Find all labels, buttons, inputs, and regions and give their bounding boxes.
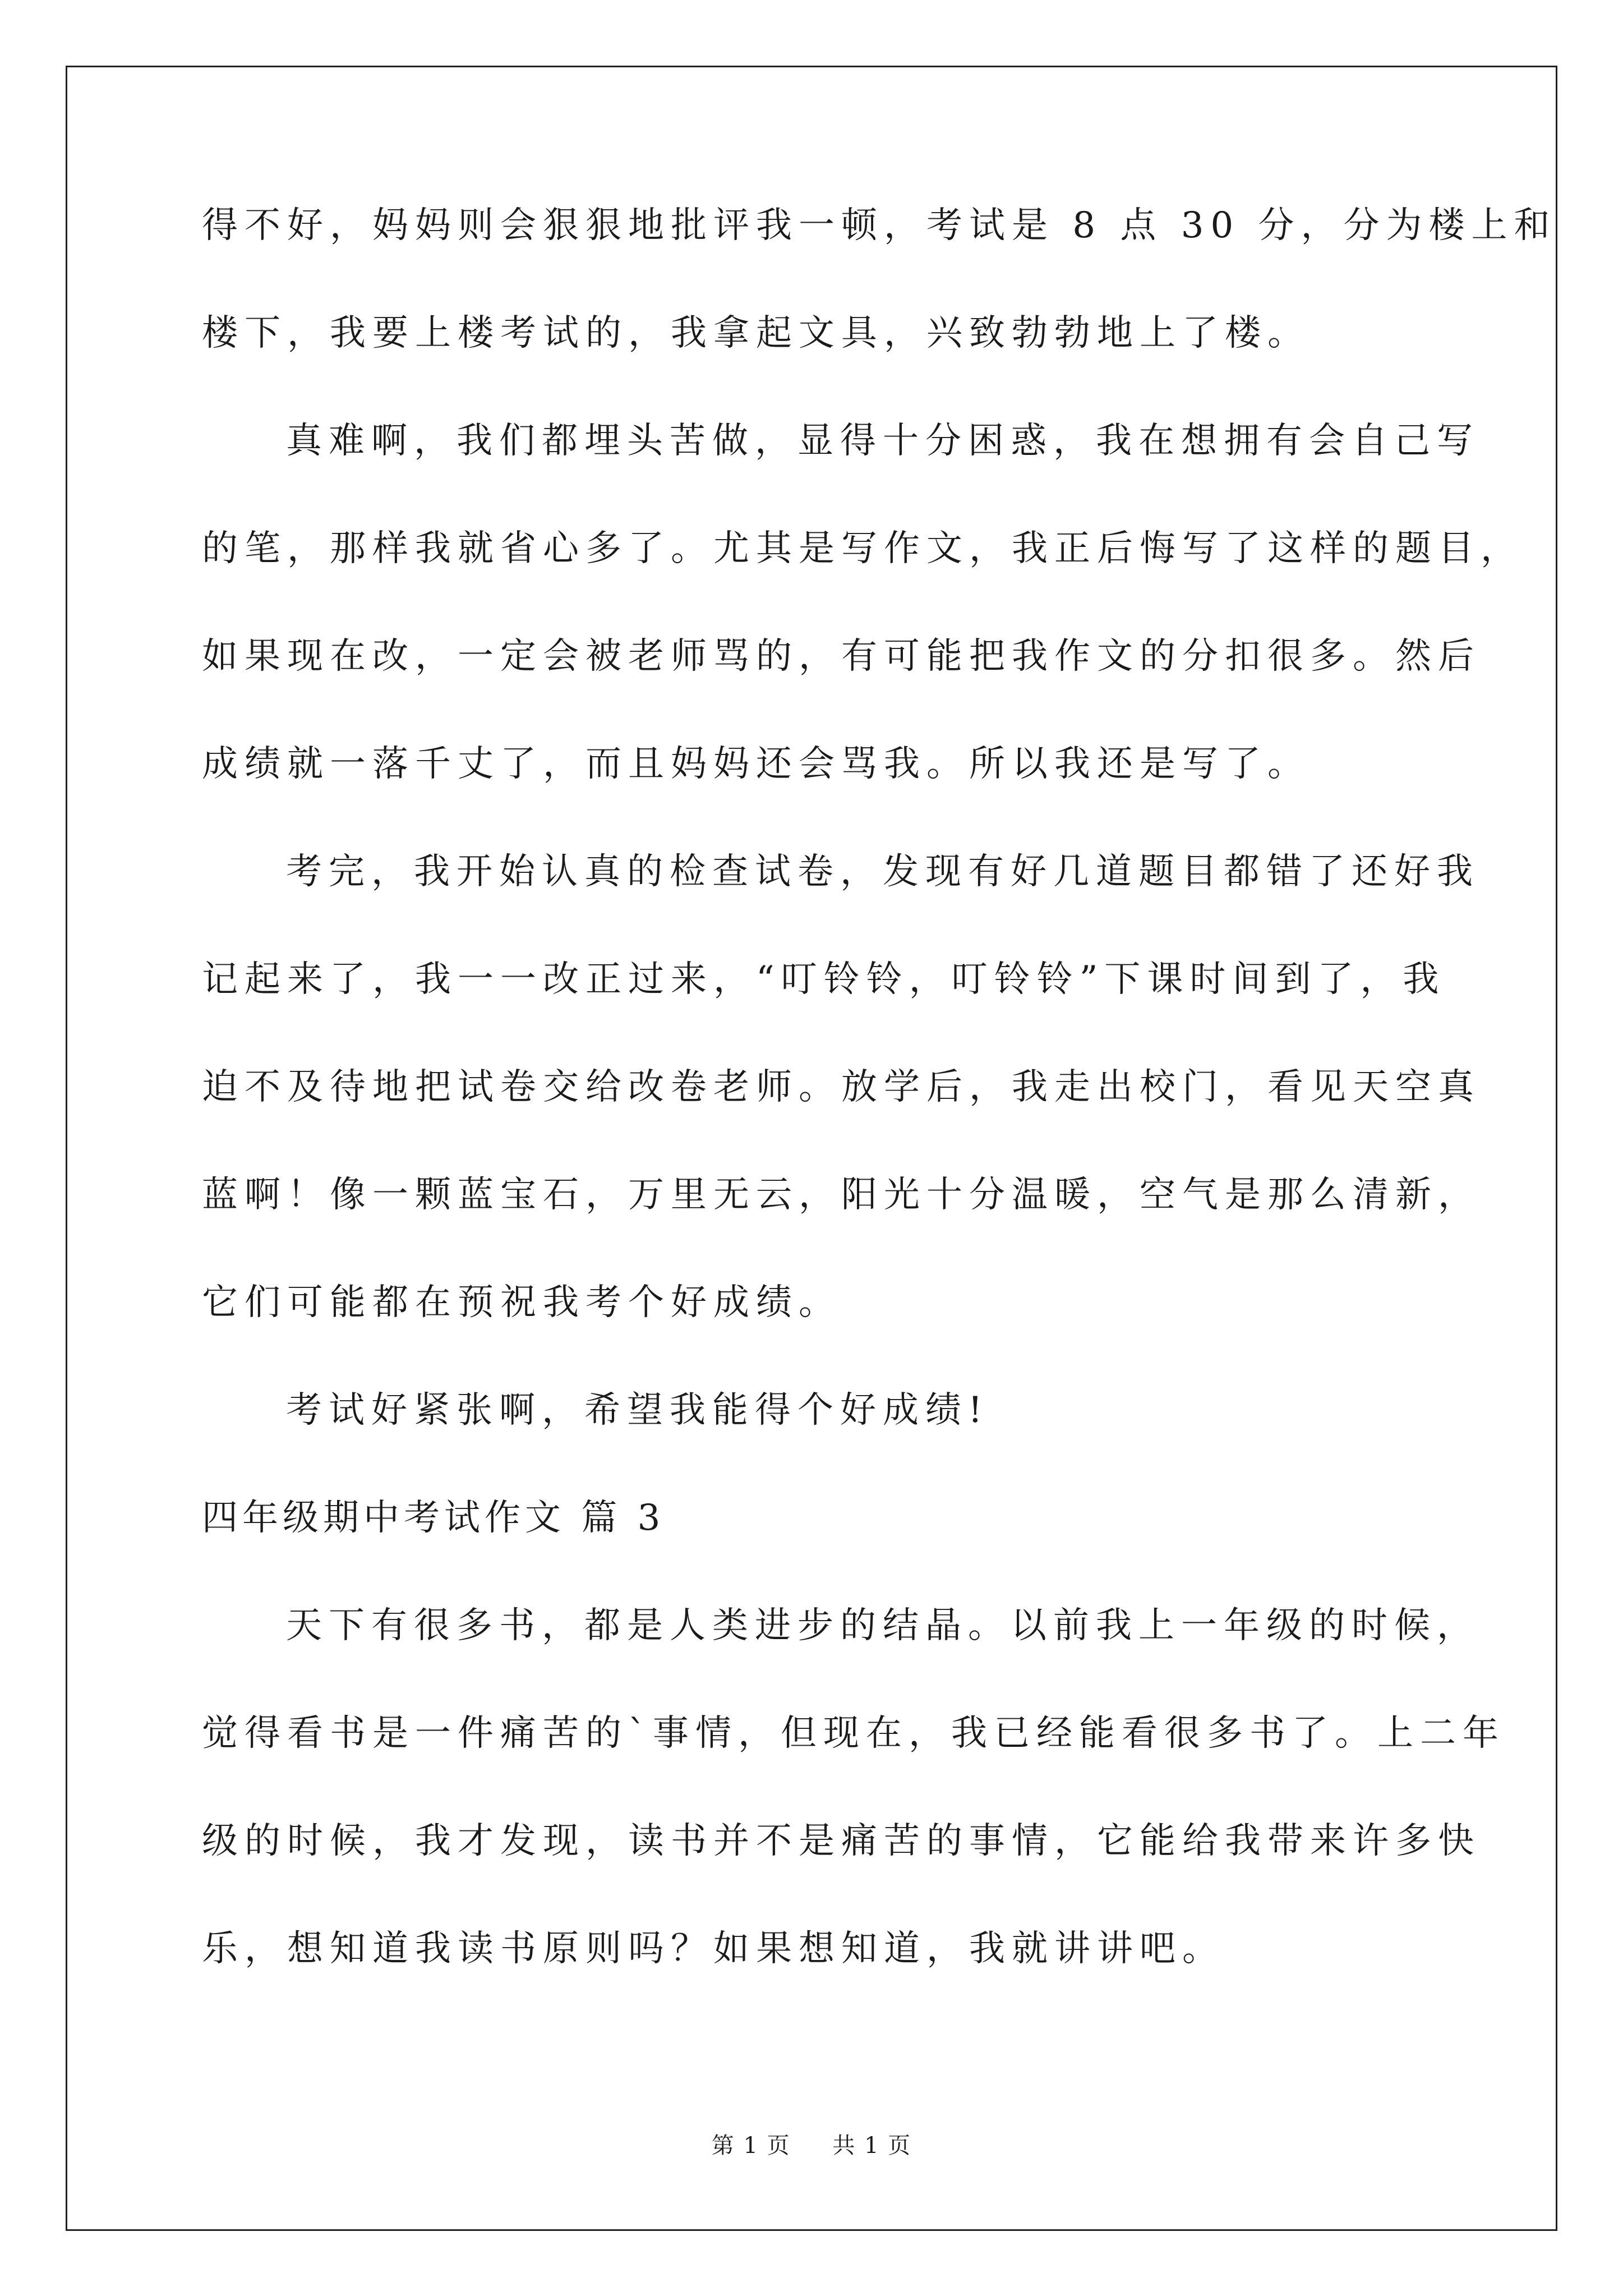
- text-line: 楼下，我要上楼考试的，我拿起文具，兴致勃勃地上了楼。: [202, 312, 1310, 354]
- text-line: 迫不及待地把试卷交给改卷老师。放学后，我走出校门，看见天空真: [202, 1066, 1481, 1108]
- section-heading: 四年级期中考试作文 篇 3: [202, 1497, 665, 1539]
- page-number: 第 1 页: [711, 2133, 791, 2159]
- page-footer: [0, 2134, 1623, 2157]
- document-body: [202, 205, 1557, 1970]
- text-line: 考试好紧张啊，希望我能得个好成绩!: [286, 1389, 989, 1431]
- text-line: 得不好，妈妈则会狠狠地批评我一顿，考试是 8 点 30 分，分为楼上和: [202, 205, 1557, 246]
- text-line: 考完，我开始认真的检查试卷，发现有好几道题目都错了还好我: [286, 851, 1479, 892]
- text-line: 如果现在改，一定会被老师骂的，有可能把我作文的分扣很多。然后: [202, 636, 1481, 677]
- text-line: 成绩就一落千丈了，而且妈妈还会骂我。所以我还是写了。: [202, 743, 1310, 785]
- text-line: 记起来了，我一一改正过来，“叮铃铃，叮铃铃”下课时间到了，我: [202, 959, 1446, 1000]
- text-line: 的笔，那样我就省心多了。尤其是写作文，我正后悔写了这样的题目，: [202, 528, 1523, 569]
- text-line: 真难啊，我们都埋头苦做，显得十分困惑，我在想拥有会自己写: [286, 420, 1479, 462]
- text-line: 天下有很多书，都是人类进步的结晶。以前我上一年级的时候，: [286, 1605, 1479, 1646]
- text-line: 蓝啊！像一颗蓝宝石，万里无云，阳光十分温暖，空气是那么清新，: [202, 1174, 1481, 1216]
- text-line: 觉得看书是一件痛苦的`事情，但现在，我已经能看很多书了。上二年: [202, 1713, 1505, 1754]
- text-line: 乐，想知道我读书原则吗？如果想知道，我就讲讲吧。: [202, 1928, 1225, 1970]
- text-line: 它们可能都在预祝我考个好成绩。: [202, 1282, 841, 1323]
- page-total: 共 1 页: [832, 2133, 912, 2159]
- text-line: 级的时候，我才发现，读书并不是痛苦的事情，它能给我带来许多快: [202, 1820, 1481, 1862]
